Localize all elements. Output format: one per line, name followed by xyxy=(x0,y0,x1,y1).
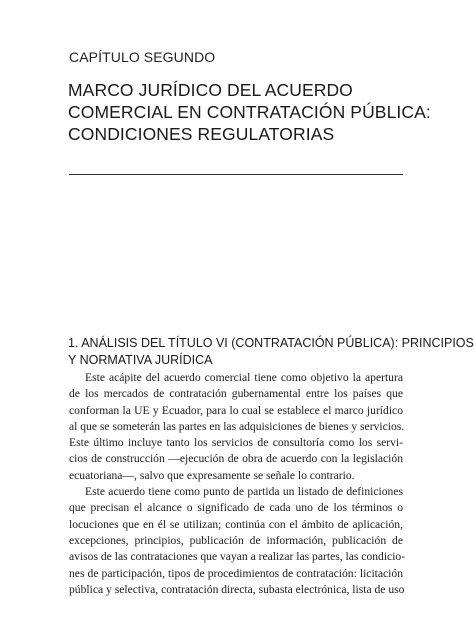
section-heading-line: Y NORMATIVA JURÍDICA xyxy=(68,353,213,367)
chapter-title-line: MARCO JURÍDICO DEL ACUERDO xyxy=(68,80,353,100)
chapter-label: CAPÍTULO SEGUNDO xyxy=(69,49,216,65)
paragraph xyxy=(69,370,403,484)
text-line: de los mercados de contratación gubernamental entre los países que xyxy=(69,387,403,401)
text-line: al que se someterán las partes en las adquisiciones de bienes y servicios. xyxy=(69,419,405,433)
text-line: avisos de las contrataciones que vayan a realizar las partes, las condicio- xyxy=(69,550,406,564)
chapter-title-line: CONDICIONES REGULATORIAS xyxy=(68,124,335,144)
text-line: ecuatoriana—, salvo que expresamente se señale lo contrario. xyxy=(69,468,355,482)
text-line: Este acuerdo tiene como punto de partida un listado de definiciones xyxy=(85,485,403,499)
chapter-title-line: COMERCIAL EN CONTRATACIÓN PÚBLICA: xyxy=(68,102,431,122)
paragraph xyxy=(69,484,406,598)
divider xyxy=(69,174,403,175)
text-line: excepciones, principios, publicación de información, publicación de xyxy=(69,533,403,547)
text-line: locuciones que en él se utilizan; continúa con el ámbito de aplicación, xyxy=(69,517,403,531)
body-text xyxy=(69,370,406,598)
section-heading xyxy=(68,335,474,369)
text-line: Este último incluye tanto los servicios de consultoría como los servi- xyxy=(69,436,403,450)
text-line: nes de participación, tipos de procedimientos de contratación: licitación xyxy=(69,566,403,580)
text-line: pública y selectiva, contratación directa, subasta electrónica, lista de uso xyxy=(69,582,405,596)
text-line: Este acápite del acuerdo comercial tiene como objetivo la apertura xyxy=(85,371,403,384)
text-line: que precisan el alcance o significado de cada uno de los términos o xyxy=(69,501,403,515)
text-line: cios de construcción —ejecución de obra de acuerdo con la legislación xyxy=(69,452,403,466)
text-line: conforman la UE y Ecuador, para lo cual se establece el marco jurídico xyxy=(69,403,403,417)
chapter-title xyxy=(68,79,448,145)
section-heading-line: 1. ANÁLISIS DEL TÍTULO VI (CONTRATACIÓN PÚBLICA): PRINCIPIOS xyxy=(68,336,474,350)
